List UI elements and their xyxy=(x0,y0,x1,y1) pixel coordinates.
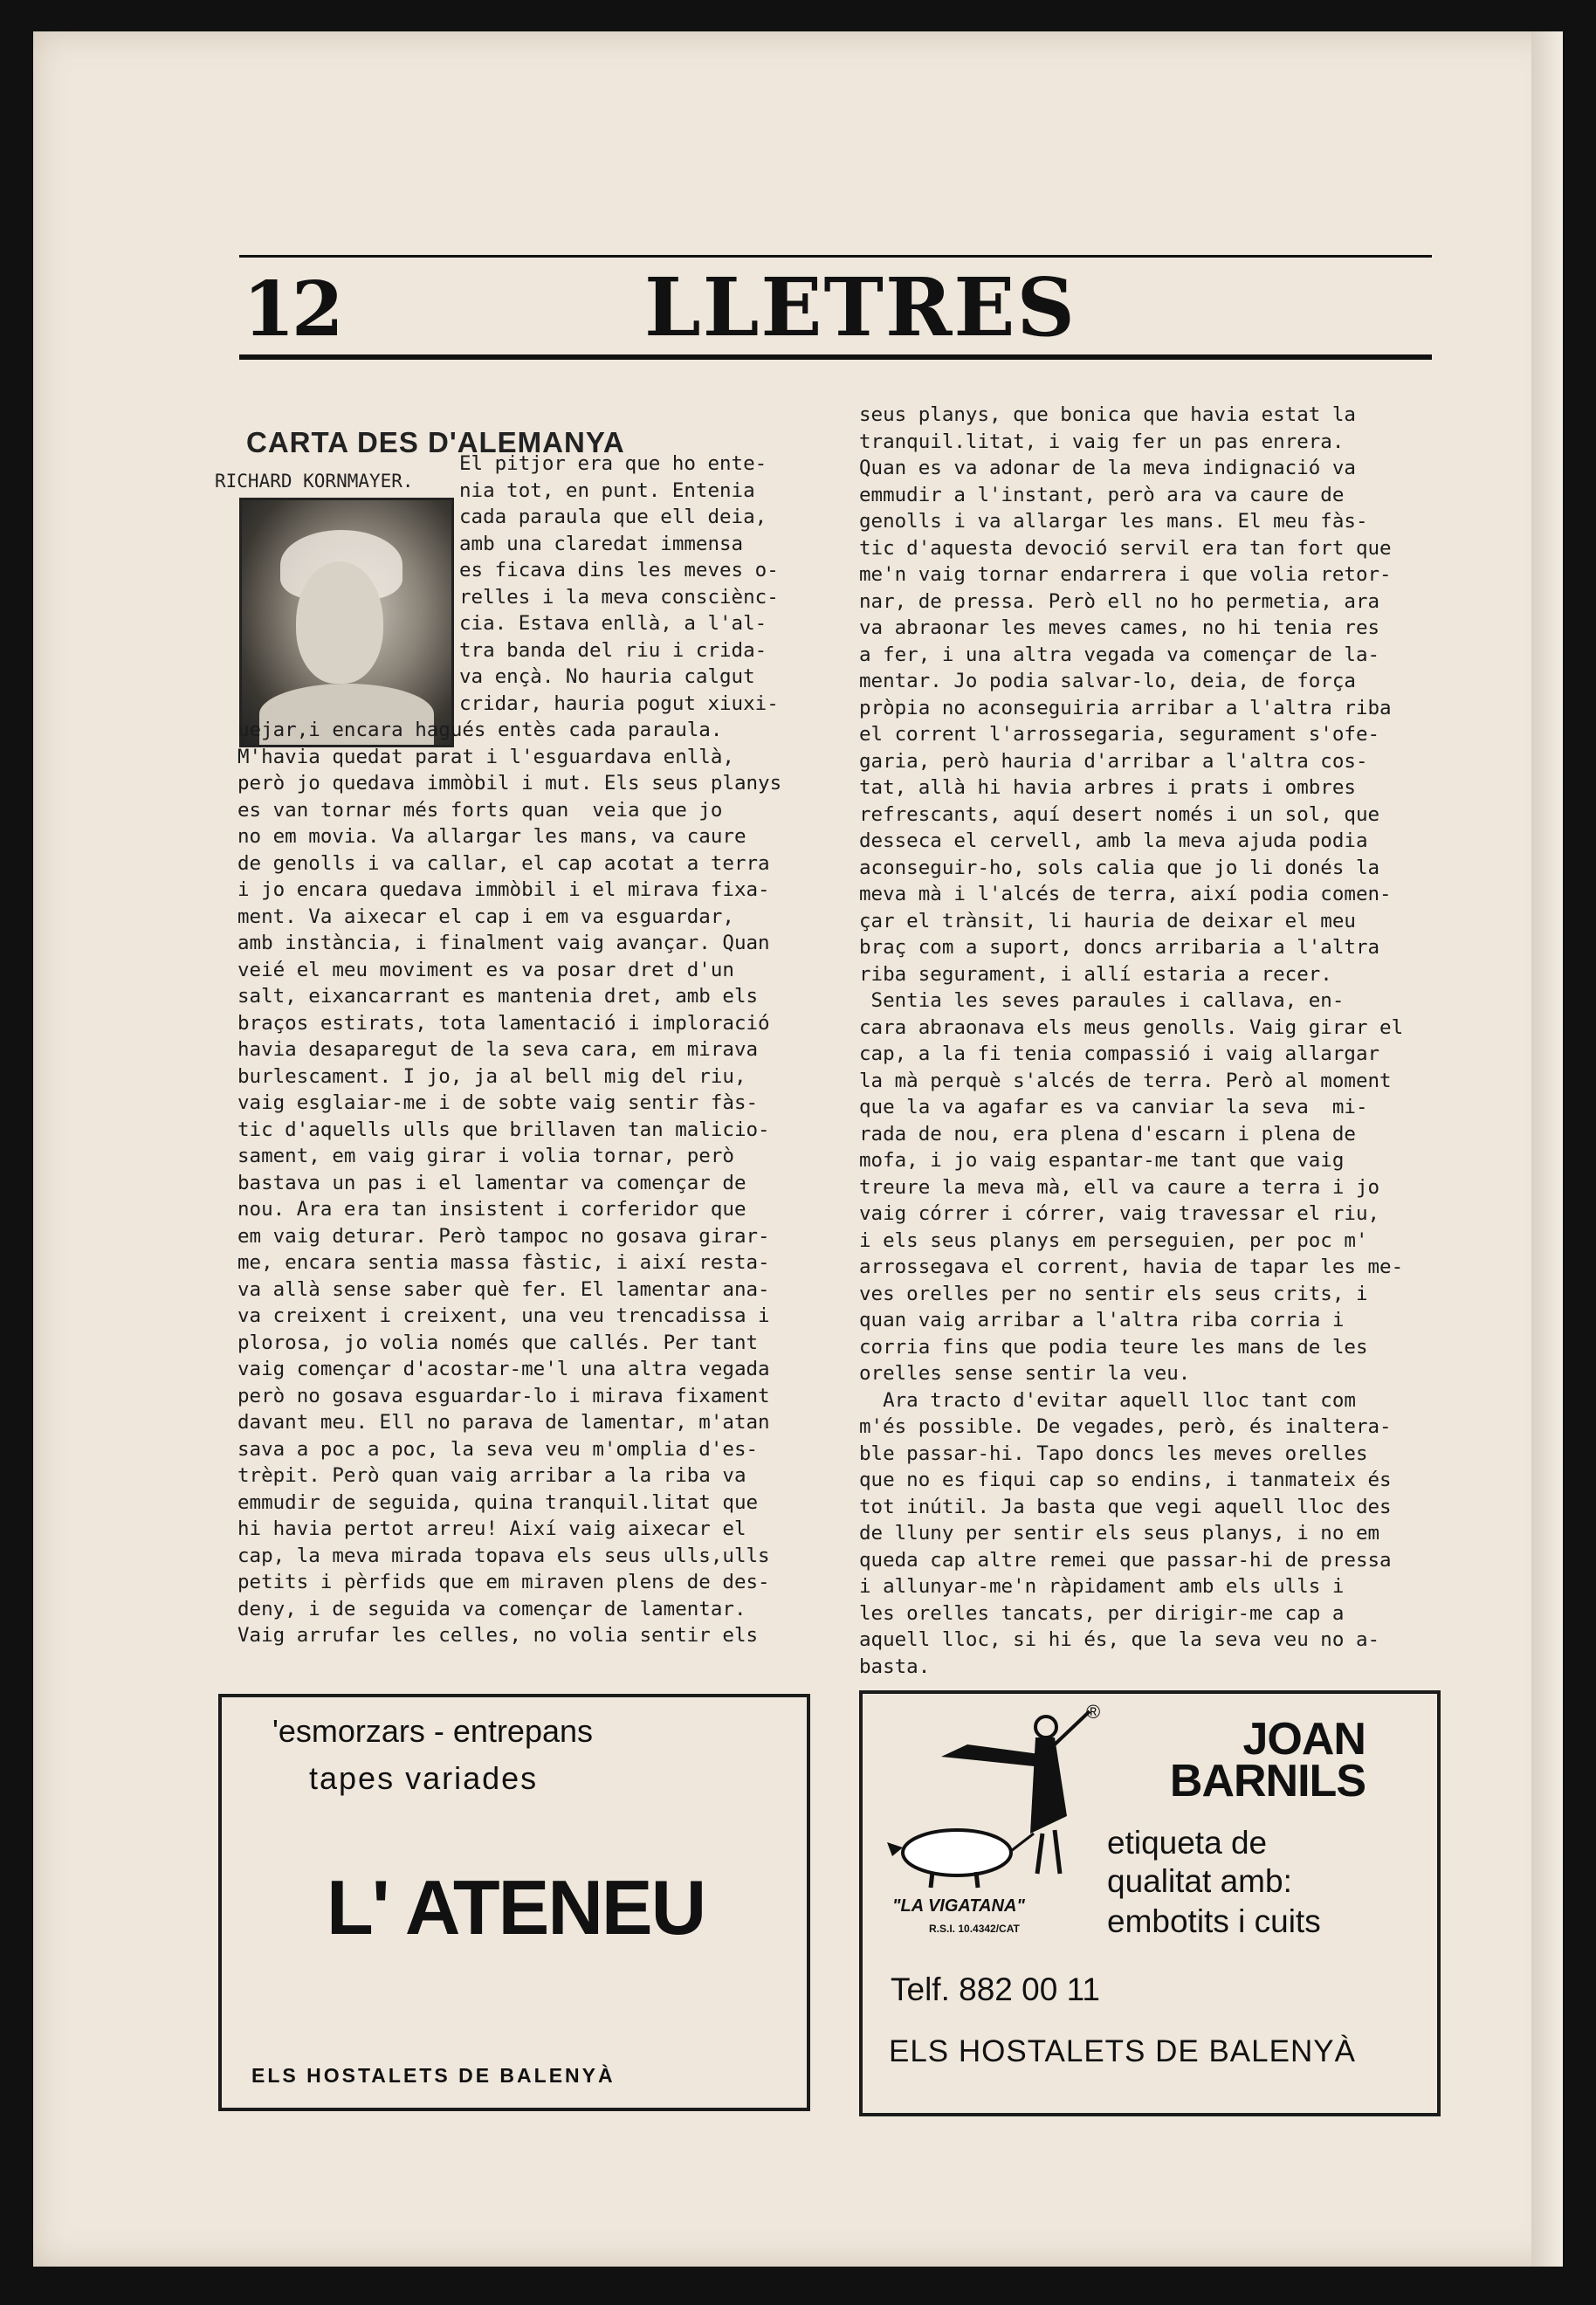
page-spine xyxy=(1531,31,1563,2267)
article-line: la mà perquè s'alcés de terra. Però al moment xyxy=(859,1069,1392,1092)
article-line: genolls i va allargar les mans. El meu fàs- xyxy=(859,510,1368,533)
article-line: seus planys, que bonica que havia estat la xyxy=(859,403,1356,426)
article-line: que no es fiqui cap so endins, i tanmateix és xyxy=(859,1469,1392,1491)
ad-ateneu-line1: 'esmorzars - entrepans xyxy=(272,1713,594,1749)
article-line: M'havia quedat parat i l'esguardava enllà, xyxy=(237,745,734,768)
article-line: va ençà. No hauria calgut xyxy=(459,665,755,688)
article-line: trèpit. Però quan vaig arribar a la riba va xyxy=(237,1464,746,1487)
article-line: que la va agafar es va canviar la seva mi- xyxy=(859,1096,1368,1118)
article-line: tranquil.litat, i vaig fer un pas enrera. xyxy=(859,430,1345,453)
article-line: mofa, i jo vaig espantar-me tant que vaig xyxy=(859,1149,1345,1172)
article-line: amb una claredat immensa xyxy=(459,532,744,555)
article-line: cap, la meva mirada topava els seus ulls,ulls xyxy=(237,1544,770,1567)
magazine-page xyxy=(33,31,1563,2267)
article-line: burlescament. I jo, ja al bell mig del riu, xyxy=(237,1064,746,1088)
article-column-left xyxy=(237,451,875,1649)
article-line: havia desaparegut de la seva cara, em mirava xyxy=(237,1038,759,1061)
article-line: petits i pèrfids que em miraven plens de des- xyxy=(237,1571,770,1593)
ad-barnils-reg-number: R.S.I. 10.4342/CAT xyxy=(929,1923,1020,1935)
article-line: braç com a suport, doncs arribaria a l'altra xyxy=(859,936,1380,959)
article-line: les orelles tancats, per dirigir-me cap a xyxy=(859,1601,1345,1625)
article-line: tic d'aquells ulls que brillaven tan malicio- xyxy=(237,1118,770,1141)
article-line: tra banda del riu i crida- xyxy=(459,638,767,662)
article-line: nia tot, en punt. Entenia xyxy=(459,478,755,502)
article-line: vaig començar d'acostar-me'l una altra vegada xyxy=(237,1358,770,1380)
article-line: deny, i de seguida va començar de lamentar. xyxy=(237,1597,746,1620)
article-line: vaig esglaiar-me i de sobte vaig sentir fàs- xyxy=(237,1091,759,1114)
article-line: Vaig arrufar les celles, no volia sentir els xyxy=(237,1624,759,1647)
article-line: cara abraonava els meus genolls. Vaig girar el xyxy=(859,1015,1404,1039)
article-line: ves orelles per no sentir els seus crits, i xyxy=(859,1282,1368,1305)
ad-barnils-phone: Telf. 882 00 11 xyxy=(891,1971,1100,2007)
article-line: bastava un pas i el lamentar va començar de xyxy=(237,1171,746,1194)
article-line: veié el meu moviment es va posar dret d'un xyxy=(237,958,734,981)
ad-ateneu-place: ELS HOSTALETS DE BALENYÀ xyxy=(251,2064,616,2087)
article-line: Sentia les seves paraules i callava, en- xyxy=(859,989,1345,1012)
article-line: refrescants, aquí desert només i un sol, que xyxy=(859,802,1380,826)
article-line: plorosa, jo volia només que callés. Per tant xyxy=(237,1331,759,1354)
article-line: cia. Estava enllà, a l'al- xyxy=(459,612,767,635)
article-line: tot inútil. Ja basta que vegi aquell lloc des xyxy=(859,1495,1392,1518)
article-line: no em movia. Va allargar les mans, va caure xyxy=(237,825,746,848)
article-line: amb instància, i finalment vaig avançar. Quan xyxy=(237,932,770,954)
article-line: rada de nou, era plena d'escarn i plena de xyxy=(859,1122,1356,1146)
ad-barnils-line2: qualitat amb: xyxy=(1107,1863,1292,1899)
article-line: vaig córrer i córrer, vaig travessar el riu, xyxy=(859,1202,1380,1225)
article-line: relles i la meva consciènc- xyxy=(459,585,779,609)
article-line: es van tornar més forts quan veia que jo xyxy=(237,798,723,822)
article-line: El pitjor era que ho ente- xyxy=(459,452,767,475)
article-line: meva mà i l'alcés de terra, així podia comen- xyxy=(859,883,1392,905)
ad-barnils-line1: etiqueta de xyxy=(1107,1825,1268,1861)
article-title: CARTA DES D'ALEMANYA xyxy=(246,426,625,458)
article-line: treure la meva mà, ell va caure a terra i jo xyxy=(859,1175,1380,1199)
article-line: pròpia no aconseguiria arribar a l'altra riba xyxy=(859,696,1392,719)
article-column-right xyxy=(859,402,1523,1680)
article-line: a fer, i una altra vegada va començar de la- xyxy=(859,643,1380,666)
article-line: quan vaig arribar a l'altra riba corria i xyxy=(859,1309,1345,1331)
ad-barnils-line3: embotits i cuits xyxy=(1107,1903,1321,1939)
article-line: es ficava dins les meves o- xyxy=(459,559,779,581)
ad-barnils-label: "LA VIGATANA" xyxy=(892,1896,1025,1916)
article-line: queda cap altre remei que passar-hi de pressa xyxy=(859,1548,1392,1572)
page-number: 12 xyxy=(243,265,341,354)
article-line: de genolls i va callar, el cap acotat a terra xyxy=(237,851,770,875)
section-title: LLETRES xyxy=(644,260,1077,354)
article-line: uejar,i encara hagués entès cada paraula. xyxy=(237,719,723,741)
ad-ateneu xyxy=(218,1694,810,2111)
header-bottom-rule xyxy=(239,354,1432,360)
vigatana-farmer-pig-logo xyxy=(880,1701,1101,1895)
article-author: RICHARD KORNMAYER. xyxy=(215,471,414,492)
article-line: aconseguir-ho, sols calia que jo li donés la xyxy=(859,856,1380,879)
article-line: nar, de pressa. Però ell no ho permetia, ara xyxy=(859,589,1380,613)
article-line: basta. xyxy=(859,1655,931,1678)
article-line: orelles sense sentir la veu. xyxy=(859,1362,1191,1385)
article-line: emmudir a l'instant, però ara va caure de xyxy=(859,483,1345,506)
article-line: cada paraula que ell deia, xyxy=(459,506,767,528)
article-line: garia, però hauria d'arribar a l'altra cos- xyxy=(859,749,1368,773)
article-line: em vaig deturar. Però tampoc no gosava girar- xyxy=(237,1224,770,1248)
article-line: i allunyar-me'n ràpidament amb els ulls i xyxy=(859,1575,1345,1598)
article-line: i jo encara quedava immòbil i el mirava fixa- xyxy=(237,878,770,901)
article-line: el corrent l'arrossegaria, segurament s'ofe- xyxy=(859,723,1380,746)
ad-ateneu-line2: tapes variades xyxy=(309,1760,539,1796)
article-line: corria fins que podia teure les mans de les xyxy=(859,1335,1368,1359)
article-line: riba segurament, i allí estaria a recer. xyxy=(859,962,1332,986)
ad-ateneu-name: L' ATENEU xyxy=(327,1864,705,1951)
article-line: però no gosava esguardar-lo i mirava fixament xyxy=(237,1384,770,1407)
article-line: tic d'aquesta devoció servil era tan fort que xyxy=(859,536,1392,560)
article-line: ble passar-hi. Tapo doncs les meves orelles xyxy=(859,1441,1368,1465)
article-line: però jo quedava immòbil i mut. Els seus planys xyxy=(237,772,782,795)
article-line: sament, em vaig girar i volia tornar, però xyxy=(237,1145,734,1167)
article-line: m'és possible. De vegades, però, és inaltera- xyxy=(859,1415,1392,1438)
article-line: sava a poc a poc, la seva veu m'omplia d'es- xyxy=(237,1437,759,1461)
article-line: cap, a la fi tenia compassió i vaig allargar xyxy=(859,1042,1380,1065)
article-line: de lluny per sentir els seus planys, i no em xyxy=(859,1522,1380,1545)
article-line: aquell lloc, si hi és, que la seva veu no a- xyxy=(859,1628,1380,1651)
article-line: Ara tracto d'evitar aquell lloc tant com xyxy=(859,1388,1356,1412)
header-top-rule xyxy=(239,255,1432,258)
article-line: me'n vaig tornar endarrera i que volia retor- xyxy=(859,563,1392,586)
article-line: Quan es va adonar de la meva indignació va xyxy=(859,457,1356,479)
article-line: mentar. Jo podia salvar-lo, deia, de força xyxy=(859,670,1356,692)
article-line: davant meu. Ell no parava de lamentar, m'atan xyxy=(237,1411,770,1434)
article-line: i els seus planys em perseguien, per poc m' xyxy=(859,1228,1368,1252)
ad-barnils xyxy=(859,1690,1441,2116)
ad-barnils-place: ELS HOSTALETS DE BALENYÀ xyxy=(889,2034,1356,2068)
article-line: me, encara sentia massa fàstic, i així resta- xyxy=(237,1251,770,1274)
article-line: braços estirats, tota lamentació i imploració xyxy=(237,1011,770,1035)
article-line: ment. Va aixecar el cap i em va esguardar, xyxy=(237,905,734,928)
article-line: çar el trànsit, li hauria de deixar el meu xyxy=(859,909,1356,932)
article-line: hi havia pertot arreu! Així vaig aixecar el xyxy=(237,1517,746,1540)
article-line: cridar, hauria pogut xiuxi- xyxy=(459,692,779,715)
article-line: arrossegava el corrent, havia de tapar les me- xyxy=(859,1256,1404,1278)
article-line: nou. Ara era tan insistent i corferidor que xyxy=(237,1198,746,1221)
article-line: tat, allà hi havia arbres i prats i ombres xyxy=(859,776,1356,799)
article-line: va allà sense saber què fer. El lamentar ana- xyxy=(237,1277,770,1301)
ad-barnils-brand: JOAN BARNILS xyxy=(1169,1714,1366,1806)
registered-mark: ® xyxy=(1086,1701,1101,1723)
article-line: salt, eixancarrant es mantenia dret, amb els xyxy=(237,985,759,1008)
article-line: desseca el cervell, amb la meva ajuda podia xyxy=(859,829,1368,852)
article-line: emmudir de seguida, quina tranquil.litat que xyxy=(237,1490,759,1514)
article-line: va creixent i creixent, una veu trencadissa i xyxy=(237,1304,770,1327)
article-line: va abraonar les meves cames, no hi tenia res xyxy=(859,616,1380,639)
